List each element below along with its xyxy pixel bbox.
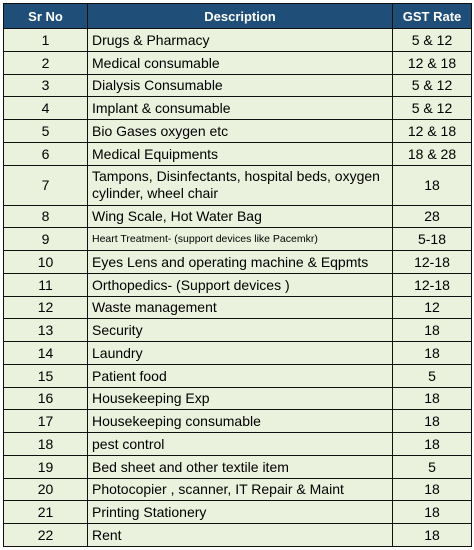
sr-no-cell: 2: [4, 51, 88, 74]
description-cell: Wing Scale, Hot Water Bag: [88, 205, 393, 228]
gst-rate-cell: 12: [393, 296, 472, 319]
description-cell: Tampons, Disinfectants, hospital beds, oxygen cylinder, wheel chair: [88, 165, 393, 205]
description-cell: Housekeeping Exp: [88, 387, 393, 410]
description-cell: Dialysis Consumable: [88, 74, 393, 97]
table-row: [4, 251, 472, 274]
table-row: [4, 205, 472, 228]
sr-no-cell: 10: [4, 251, 88, 274]
description-cell: Bio Gases oxygen etc: [88, 120, 393, 143]
description-cell: Laundry: [88, 342, 393, 365]
gst-rate-cell: 12-18: [393, 251, 472, 274]
gst-rate-cell: 18: [393, 342, 472, 365]
gst-rate-cell: 18: [393, 524, 472, 547]
gst-rate-cell: 18: [393, 478, 472, 501]
sr-no-cell: 14: [4, 342, 88, 365]
table-row: [4, 524, 472, 547]
table-row: [4, 364, 472, 387]
header-gst-rate: GST Rate: [393, 4, 472, 29]
table-row: [4, 433, 472, 456]
header-row: [4, 4, 472, 29]
sr-no-cell: 17: [4, 410, 88, 433]
sr-no-cell: 6: [4, 142, 88, 165]
table-row: [4, 342, 472, 365]
sr-no-cell: 15: [4, 364, 88, 387]
gst-rate-cell: 12 & 18: [393, 51, 472, 74]
table-row: [4, 165, 472, 205]
sr-no-cell: 7: [4, 165, 88, 205]
description-cell: Housekeeping consumable: [88, 410, 393, 433]
header-sr-no: Sr No: [4, 4, 88, 29]
sr-no-cell: 1: [4, 29, 88, 52]
table-row: [4, 142, 472, 165]
gst-rate-cell: 5 & 12: [393, 29, 472, 52]
sr-no-cell: 5: [4, 120, 88, 143]
sr-no-cell: 4: [4, 97, 88, 120]
sr-no-cell: 22: [4, 524, 88, 547]
table-row: [4, 478, 472, 501]
sr-no-cell: 16: [4, 387, 88, 410]
description-cell: Orthopedics- (Support devices ): [88, 273, 393, 296]
description-cell: Patient food: [88, 364, 393, 387]
description-cell: Heart Treatment- (support devices like Pacemkr): [88, 228, 393, 251]
gst-rate-cell: 12-18: [393, 273, 472, 296]
description-cell: Photocopier , scanner, IT Repair & Maint: [88, 478, 393, 501]
gst-rate-cell: 18: [393, 165, 472, 205]
gst-rate-cell: 5 & 12: [393, 97, 472, 120]
description-cell: Drugs & Pharmacy: [88, 29, 393, 52]
description-cell: pest control: [88, 433, 393, 456]
table-row: [4, 455, 472, 478]
sr-no-cell: 20: [4, 478, 88, 501]
gst-rate-cell: 18: [393, 501, 472, 524]
gst-rate-cell: 12 & 18: [393, 120, 472, 143]
sr-no-cell: 8: [4, 205, 88, 228]
gst-rate-cell: 18 & 28: [393, 142, 472, 165]
table-row: [4, 29, 472, 52]
table-row: [4, 51, 472, 74]
table-row: [4, 74, 472, 97]
description-cell: Waste management: [88, 296, 393, 319]
gst-rate-cell: 18: [393, 387, 472, 410]
sr-no-cell: 9: [4, 228, 88, 251]
sr-no-cell: 12: [4, 296, 88, 319]
table-row: [4, 410, 472, 433]
sr-no-cell: 3: [4, 74, 88, 97]
gst-rate-cell: 5: [393, 455, 472, 478]
gst-rate-cell: 18: [393, 433, 472, 456]
sr-no-cell: 21: [4, 501, 88, 524]
description-cell: Printing Stationery: [88, 501, 393, 524]
sr-no-cell: 13: [4, 319, 88, 342]
description-cell: Security: [88, 319, 393, 342]
description-cell: Bed sheet and other textile item: [88, 455, 393, 478]
gst-rate-cell: 5-18: [393, 228, 472, 251]
table-row: [4, 387, 472, 410]
description-cell: Rent: [88, 524, 393, 547]
description-cell: Medical Equipments: [88, 142, 393, 165]
gst-rate-cell: 18: [393, 410, 472, 433]
sr-no-cell: 19: [4, 455, 88, 478]
gst-rate-cell: 5: [393, 364, 472, 387]
description-cell: Eyes Lens and operating machine & Eqpmts: [88, 251, 393, 274]
header-description: Description: [88, 4, 393, 29]
description-cell: Medical consumable: [88, 51, 393, 74]
sr-no-cell: 11: [4, 273, 88, 296]
gst-rate-table-container: [3, 3, 471, 547]
table-row: [4, 319, 472, 342]
table-row: [4, 273, 472, 296]
table-row: [4, 296, 472, 319]
description-cell: Implant & consumable: [88, 97, 393, 120]
table-row: [4, 501, 472, 524]
gst-rate-table: [3, 3, 472, 547]
table-row: [4, 120, 472, 143]
sr-no-cell: 18: [4, 433, 88, 456]
gst-rate-cell: 5 & 12: [393, 74, 472, 97]
gst-rate-cell: 18: [393, 319, 472, 342]
gst-rate-cell: 28: [393, 205, 472, 228]
table-row: [4, 97, 472, 120]
table-row: [4, 228, 472, 251]
